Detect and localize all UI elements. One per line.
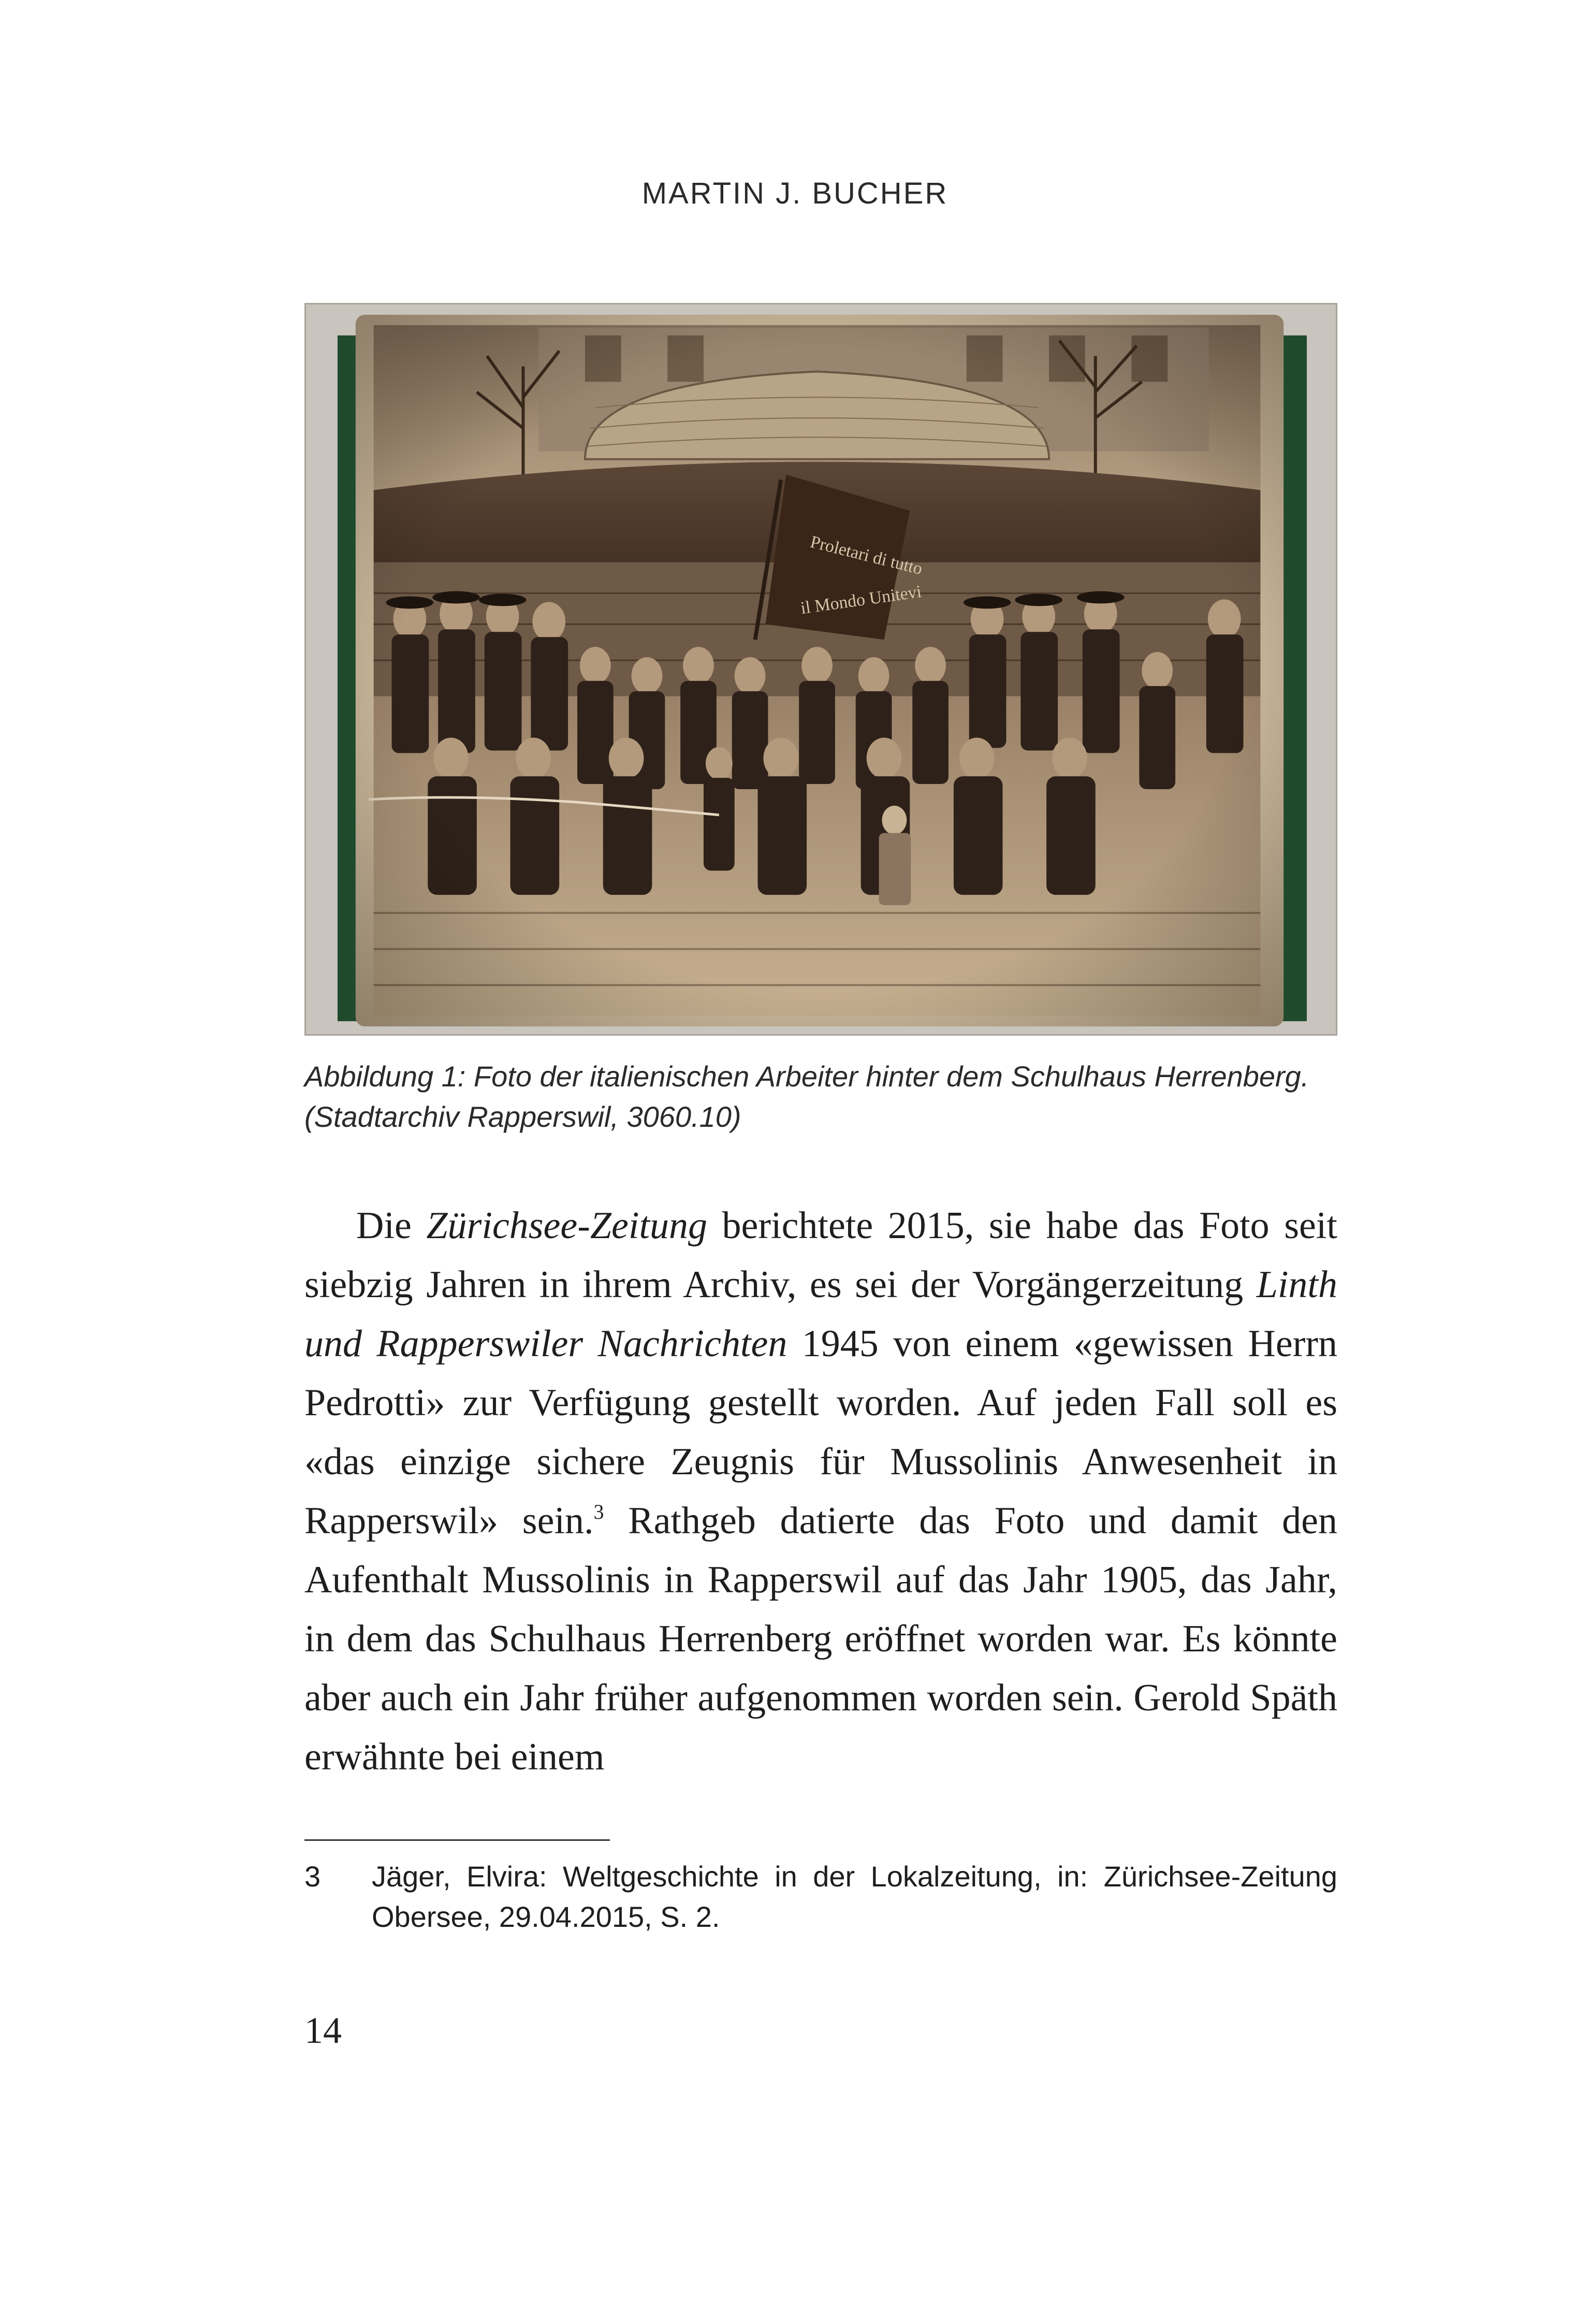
- newspaper-title: Zürichsee-Zeitung: [426, 1204, 707, 1247]
- footnote-separator: [304, 1839, 610, 1841]
- figure-caption: Abbildung 1: Foto der italienischen Arbeiter hinter dem Schulhaus Herrenberg. (Stadtarchiv Rapperswil, 3060.10): [304, 1060, 1309, 1133]
- footnote-number: 3: [304, 1860, 321, 1893]
- text-run: 1945 von einem «gewissen Herrn Pedrotti» zur Verfügung gestellt worden. Auf jeden Fall soll es «das einzige sichere Zeugnis für Mussolinis Anwesenheit in Rapperswil» sein.: [304, 1323, 1337, 1542]
- photo-illustration: [306, 304, 1336, 1034]
- newspaper-title: Linth und Rapperswiler Nachrichten: [304, 1263, 1337, 1365]
- page-number: 14: [304, 2010, 342, 2051]
- footnote: [304, 1856, 1337, 1937]
- text-run: berichtete 2015, sie habe das Foto seit siebzig Jahren in ihrem Archiv, es sei der Vorgängerzeitung: [304, 1204, 1337, 1306]
- text-run: Die: [356, 1204, 427, 1247]
- paragraph: [304, 1196, 1337, 1786]
- footnote-reference[interactable]: 3: [593, 1500, 604, 1523]
- footnote-text: Jäger, Elvira: Weltgeschichte in der Lokalzeitung, in: Zürichsee-Zeitung Obersee, 29.04.2015, S. 2.: [372, 1860, 1337, 1933]
- body-text: [304, 1196, 1337, 1786]
- running-head: MARTIN J. BUCHER: [641, 177, 949, 210]
- text-run: Rathgeb datierte das Foto und damit den Aufenthalt Mussolinis in Rapperswil auf das Jahr 1905, das Jahr, in dem das Schulhaus Herrenberg eröffnet worden war. Es könnte aber auch ein Jahr früher aufgenommen worden sein. Gerold Späth erwähnte bei einem: [304, 1500, 1338, 1778]
- historical-photo: [304, 303, 1337, 1036]
